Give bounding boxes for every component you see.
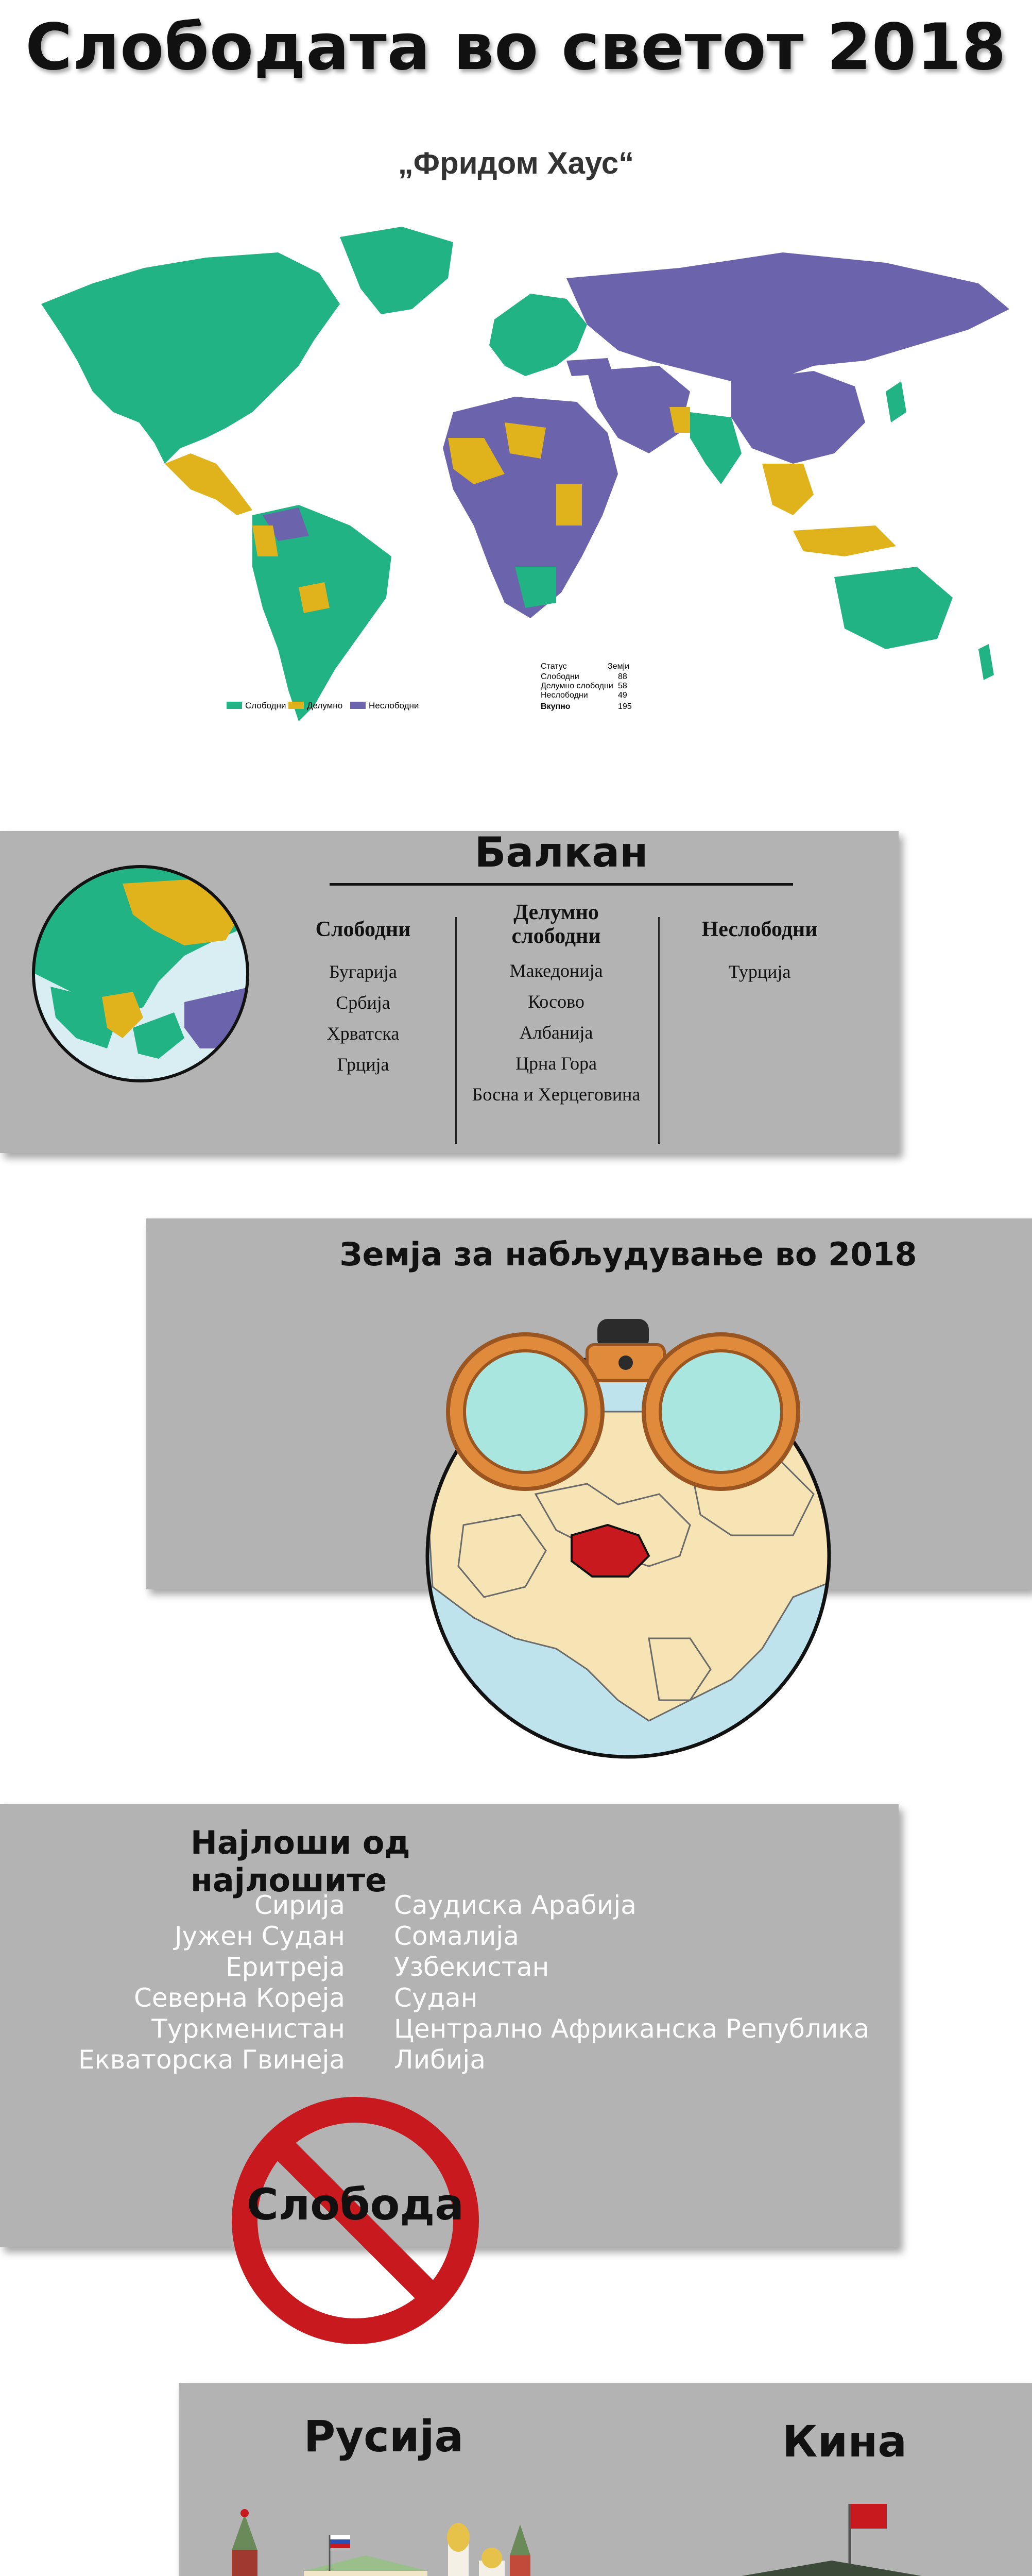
map-russia xyxy=(566,252,1009,381)
map-north-america xyxy=(41,252,340,464)
country-item: Либија xyxy=(394,2045,486,2075)
country-item: Босна и Херцеговина xyxy=(472,1084,641,1105)
stats-row-label: Слободни xyxy=(541,672,579,681)
country-item: Еритреја xyxy=(226,1952,345,1982)
map-japan xyxy=(886,381,906,422)
stats-row-value: 58 xyxy=(618,682,627,690)
balkan-column-partly-free xyxy=(453,901,659,1110)
map-turkey xyxy=(566,358,613,376)
legend-partly-free: Делумно xyxy=(307,701,343,710)
country-item: Сирија xyxy=(254,1890,345,1920)
balkan-heading-rule xyxy=(330,883,793,886)
worst-list-left xyxy=(31,1890,345,2075)
country-item: Централно Африканска Република xyxy=(394,2014,870,2044)
page-subtitle: „Фридом Хаус“ xyxy=(398,146,634,180)
stats-row-value: 88 xyxy=(618,672,627,681)
legend-not-free: Неслободни xyxy=(369,701,419,710)
china-heading: Кина xyxy=(782,2416,907,2467)
balkan-column-not-free xyxy=(662,917,857,987)
column-header: Слободни xyxy=(315,918,411,941)
map-indonesia xyxy=(793,526,896,556)
country-item: Албанија xyxy=(519,1022,593,1043)
map-greenland xyxy=(340,227,453,314)
map-bolivia xyxy=(299,582,330,613)
freedom-word: Слобода xyxy=(247,2179,464,2230)
country-item: Македонија xyxy=(509,960,603,981)
country-item: Црна Гора xyxy=(515,1053,597,1074)
country-item: Србија xyxy=(336,992,390,1013)
map-sahel xyxy=(505,422,546,459)
column-header: Неслободни xyxy=(701,918,818,941)
map-india xyxy=(690,412,742,484)
country-item: Сомалија xyxy=(394,1921,519,1951)
stats-table xyxy=(541,662,632,711)
country-item: Грција xyxy=(337,1054,389,1075)
stats-total-label: Вкупно xyxy=(541,702,571,711)
stats-row-label: Делумно слободни xyxy=(541,682,613,690)
stats-row-label: Неслободни xyxy=(541,691,588,700)
country-item: Саудиска Арабија xyxy=(394,1890,637,1920)
balkan-heading: Балкан xyxy=(474,828,648,876)
map-china xyxy=(731,371,865,464)
country-item: Косово xyxy=(528,991,584,1012)
stats-header-countries: Земји xyxy=(608,662,630,671)
worst-heading: Најлоши од најлошите xyxy=(191,1824,410,1899)
country-item: Узбекистан xyxy=(394,1952,549,1982)
kremlin-image xyxy=(201,2504,556,2576)
russia-heading: Русија xyxy=(303,2411,464,2462)
balkan-map-globe xyxy=(30,863,251,1084)
country-item: Турција xyxy=(728,961,791,982)
map-australia xyxy=(834,567,953,649)
country-item: Северна Кореја xyxy=(134,1983,345,2013)
country-item: Бугарија xyxy=(329,961,397,982)
stats-row-value: 49 xyxy=(618,691,627,700)
map-new-zealand xyxy=(978,644,994,680)
column-header: Делумно слободни xyxy=(511,901,601,948)
legend-free: Слободни xyxy=(245,701,286,710)
world-map xyxy=(10,196,1030,732)
balkan-column-free xyxy=(291,917,435,1080)
map-southeast-asia xyxy=(762,464,814,515)
page-title: Слободата во светот 2018 xyxy=(25,10,1007,84)
map-central-america xyxy=(165,453,252,515)
country-item: Туркменистан xyxy=(151,2014,345,2044)
country-item: Судан xyxy=(394,1983,478,2013)
tiananmen-image xyxy=(654,2483,1009,2576)
watch-heading: Земја за набљудување во 2018 xyxy=(339,1235,917,1273)
stats-header-status: Статус xyxy=(541,662,567,671)
country-item: Јужен Судан xyxy=(174,1921,345,1951)
country-item: Хрватска xyxy=(326,1023,400,1044)
worst-list-right xyxy=(394,1890,899,2075)
map-east-africa xyxy=(556,484,582,526)
country-item: Екваторска Гвинеја xyxy=(78,2045,345,2075)
stats-total-value: 195 xyxy=(618,702,632,711)
macedonia-globe xyxy=(402,1309,855,1762)
